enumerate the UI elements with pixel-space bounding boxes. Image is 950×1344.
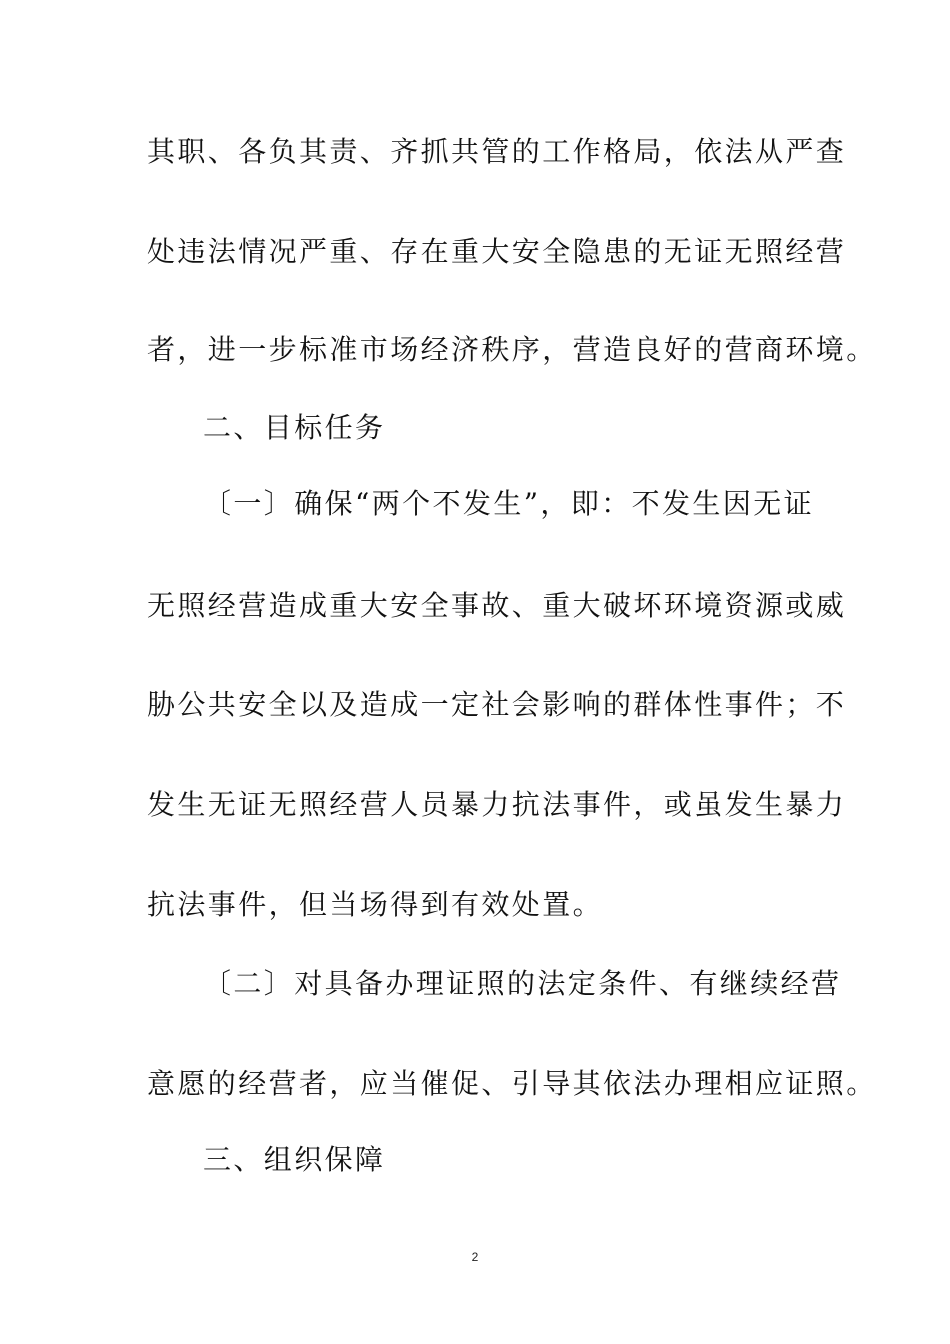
body-text-line: 抗法事件，但当场得到有效处置。 (147, 888, 604, 921)
body-text-line: 胁公共安全以及造成一定社会影响的群体性事件；不 (147, 688, 847, 721)
body-text-line: 〔一〕确保“两个不发生”，即：不发生因无证 (203, 487, 815, 520)
body-text-line: 无照经营造成重大安全事故、重大破坏环境资源或威 (147, 589, 847, 622)
section-heading: 二、目标任务 (203, 411, 386, 444)
body-text-line: 处违法情况严重、存在重大安全隐患的无证无照经营 (147, 235, 847, 268)
body-text-line: 其职、各负其责、齐抓共管的工作格局，依法从严查 (147, 135, 847, 168)
body-text-line: 发生无证无照经营人员暴力抗法事件，或虽发生暴力 (147, 788, 847, 821)
body-text-line: 者，进一步标准市场经济秩序，营造良好的营商环境。 (147, 333, 877, 366)
page-number: 2 (471, 1250, 479, 1264)
section-heading: 三、组织保障 (203, 1143, 386, 1176)
body-text-line: 意愿的经营者，应当催促、引导其依法办理相应证照。 (147, 1067, 877, 1100)
body-text-line: 〔二〕对具备办理证照的法定条件、有继续经营 (203, 967, 842, 1000)
